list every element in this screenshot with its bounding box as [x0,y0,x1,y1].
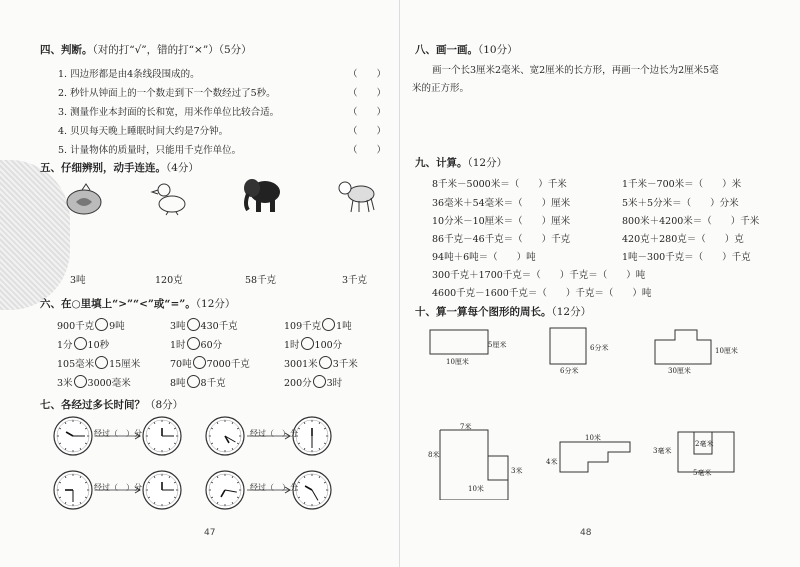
section-7-note: （8分） [145,399,184,411]
lamb-picture [335,178,379,214]
shape-label: 7米 [460,423,472,431]
clock-face [206,417,244,455]
compare-item: 1时 100分 [284,337,342,351]
weight-label: 3吨 [70,275,86,286]
section-4-note: （对的打“√”，错的打“×”）（5分） [92,44,252,56]
shape-label: 3毫米 [653,447,672,455]
compare-item: 3001米 3千米 [284,356,358,370]
calc-item: 4600千克－1600千克＝（ ）千克＝（ ）吨 [432,288,652,299]
calc-item: 86千克－46千克＝（ ）千克 [432,234,571,245]
section-7-heading: 七、各经过多长时间？ [40,399,145,411]
weight-label: 58千克 [245,275,277,286]
pear-picture [62,180,106,216]
section-10-heading: 十、算一算每个图形的周长。 [415,306,552,318]
shape-label: 5毫米 [693,469,712,477]
duck-picture [150,180,190,216]
shape-label: 2毫米 [695,440,714,448]
calc-item: 1千米－700米＝（ ）米 [622,179,742,190]
watermark-stamp [0,160,70,310]
shape-step-top [655,330,711,364]
shape-label: 30厘米 [668,367,691,375]
calc-item: 8千米－5000米＝（ ）千米 [432,179,567,190]
compare-circle[interactable] [187,375,200,388]
answer-paren[interactable]: （ ） [348,145,387,156]
section-8-heading: 八、画一画。 [415,44,478,56]
draw-instruction: 画一个长3厘米2毫米、宽2厘米的长方形，再画一个边长为2厘米5毫 [432,65,719,76]
elapsed-label: 经过（ ）分 [250,429,298,438]
clock-face [293,417,331,455]
judge-item: 4. 贝贝每天晚上睡眠时间大约是7分钟。 [58,126,229,137]
section-9-note: （12分） [467,157,508,169]
section-9-heading: 九、计算。 [415,157,468,169]
compare-circle[interactable] [187,318,200,331]
compare-item: 900千克 9吨 [57,318,125,332]
clock-face [143,417,181,455]
page-number-right: 48 [580,528,592,538]
section-10-title [415,304,591,319]
compare-circle[interactable] [95,318,108,331]
draw-instruction-cont: 米的正方形。 [412,83,470,94]
shape-notch [678,432,734,472]
compare-circle[interactable] [301,337,314,350]
shape-label: 6分米 [560,367,579,375]
shape-label: 5厘米 [488,341,507,349]
section-4-title [40,42,252,57]
answer-paren[interactable]: （ ） [348,126,387,137]
compare-circle[interactable] [74,337,87,350]
answer-paren[interactable]: （ ） [348,107,387,118]
shape-square [550,328,586,364]
section-4-heading: 四、判断。 [40,44,93,56]
section-6-note: （12分） [195,298,236,310]
compare-circle[interactable] [319,356,332,369]
compare-circle[interactable] [322,318,335,331]
elapsed-label: 经过（ ）分 [94,483,142,492]
compare-item: 70吨 7000千克 [170,356,250,370]
shape-label: 10米 [468,485,484,493]
section-8-note: （10分） [478,44,518,56]
calc-item: 800米＋4200米＝（ ）千米 [622,216,760,227]
shape-label: 6分米 [590,344,609,352]
calc-item: 420克＋280克＝（ ）克 [622,234,744,245]
answer-paren[interactable]: （ ） [348,88,387,99]
clock-face [206,471,244,509]
calc-item: 36毫米＋54毫米＝（ ）厘米 [432,198,571,209]
compare-item: 109千克 1吨 [284,318,352,332]
compare-circle[interactable] [193,356,206,369]
compare-circle[interactable] [74,375,87,388]
calc-item: 1吨－300千克＝（ ）千克 [622,252,751,263]
weight-label: 3千克 [342,275,368,286]
calc-item: 300千克＋1700千克＝（ ）千克＝（ ）吨 [432,270,646,281]
page-number-left: 47 [204,528,216,538]
answer-paren[interactable]: （ ） [348,69,387,80]
clock-face [54,417,92,455]
compare-circle[interactable] [313,375,326,388]
calc-item: 5米＋5分米＝（ ）分米 [622,198,739,209]
compare-item: 3米 3000毫米 [57,375,131,389]
page-divider [399,0,400,567]
shape-rectangle [430,330,488,354]
judge-item: 2. 秒针从钟面上的一个数走到下一个数经过了5秒。 [58,88,276,99]
judge-item: 5. 计量物体的质量时，只能用千克作单位。 [58,145,242,156]
judge-item: 3. 测量作业本封面的长和宽，用米作单位比较合适。 [58,107,280,118]
compare-item: 105毫米 15厘米 [57,356,140,370]
shape-label: 8米 [428,451,440,459]
compare-item: 8吨 8千克 [170,375,226,389]
elephant-picture [240,176,284,216]
compare-item: 3吨 430千克 [170,318,238,332]
weight-label: 120克 [155,275,183,286]
section-5-heading: 五、仔细辨别，动手连连。 [40,162,166,174]
clock-face [293,471,331,509]
judge-item: 1. 四边形都是由4条线段围成的。 [58,69,200,80]
section-5-title [40,160,199,175]
section-6-title [40,296,235,311]
compare-item: 200分 3时 [284,375,342,389]
clock-face [143,471,181,509]
compare-circle[interactable] [187,337,200,350]
elapsed-label: 经过（ ）分 [250,483,298,492]
calc-item: 10分米－10厘米＝（ ）厘米 [432,216,571,227]
compare-circle[interactable] [95,356,108,369]
shape-label: 4米 [546,458,558,466]
shape-label: 10米 [585,434,601,442]
clock-face [54,471,92,509]
compare-item: 1分 10秒 [57,337,109,351]
section-9-title [415,155,507,170]
clock-exercise-area [40,410,390,520]
elapsed-label: 经过（ ）分 [94,429,142,438]
compare-item: 1时 60分 [170,337,222,351]
section-5-note: （4分） [166,162,199,174]
section-8-title [415,42,518,57]
shape-stairs [560,442,630,472]
section-10-note: （12分） [551,306,592,318]
shape-label: 3米 [511,467,523,475]
section-6-heading: 六、在○里填上“>”“<”或“=”。 [40,298,196,310]
shape-label: 10厘米 [446,358,469,366]
shape-label: 10厘米 [715,347,738,355]
calc-item: 94吨＋6吨＝（ ）吨 [432,252,536,263]
